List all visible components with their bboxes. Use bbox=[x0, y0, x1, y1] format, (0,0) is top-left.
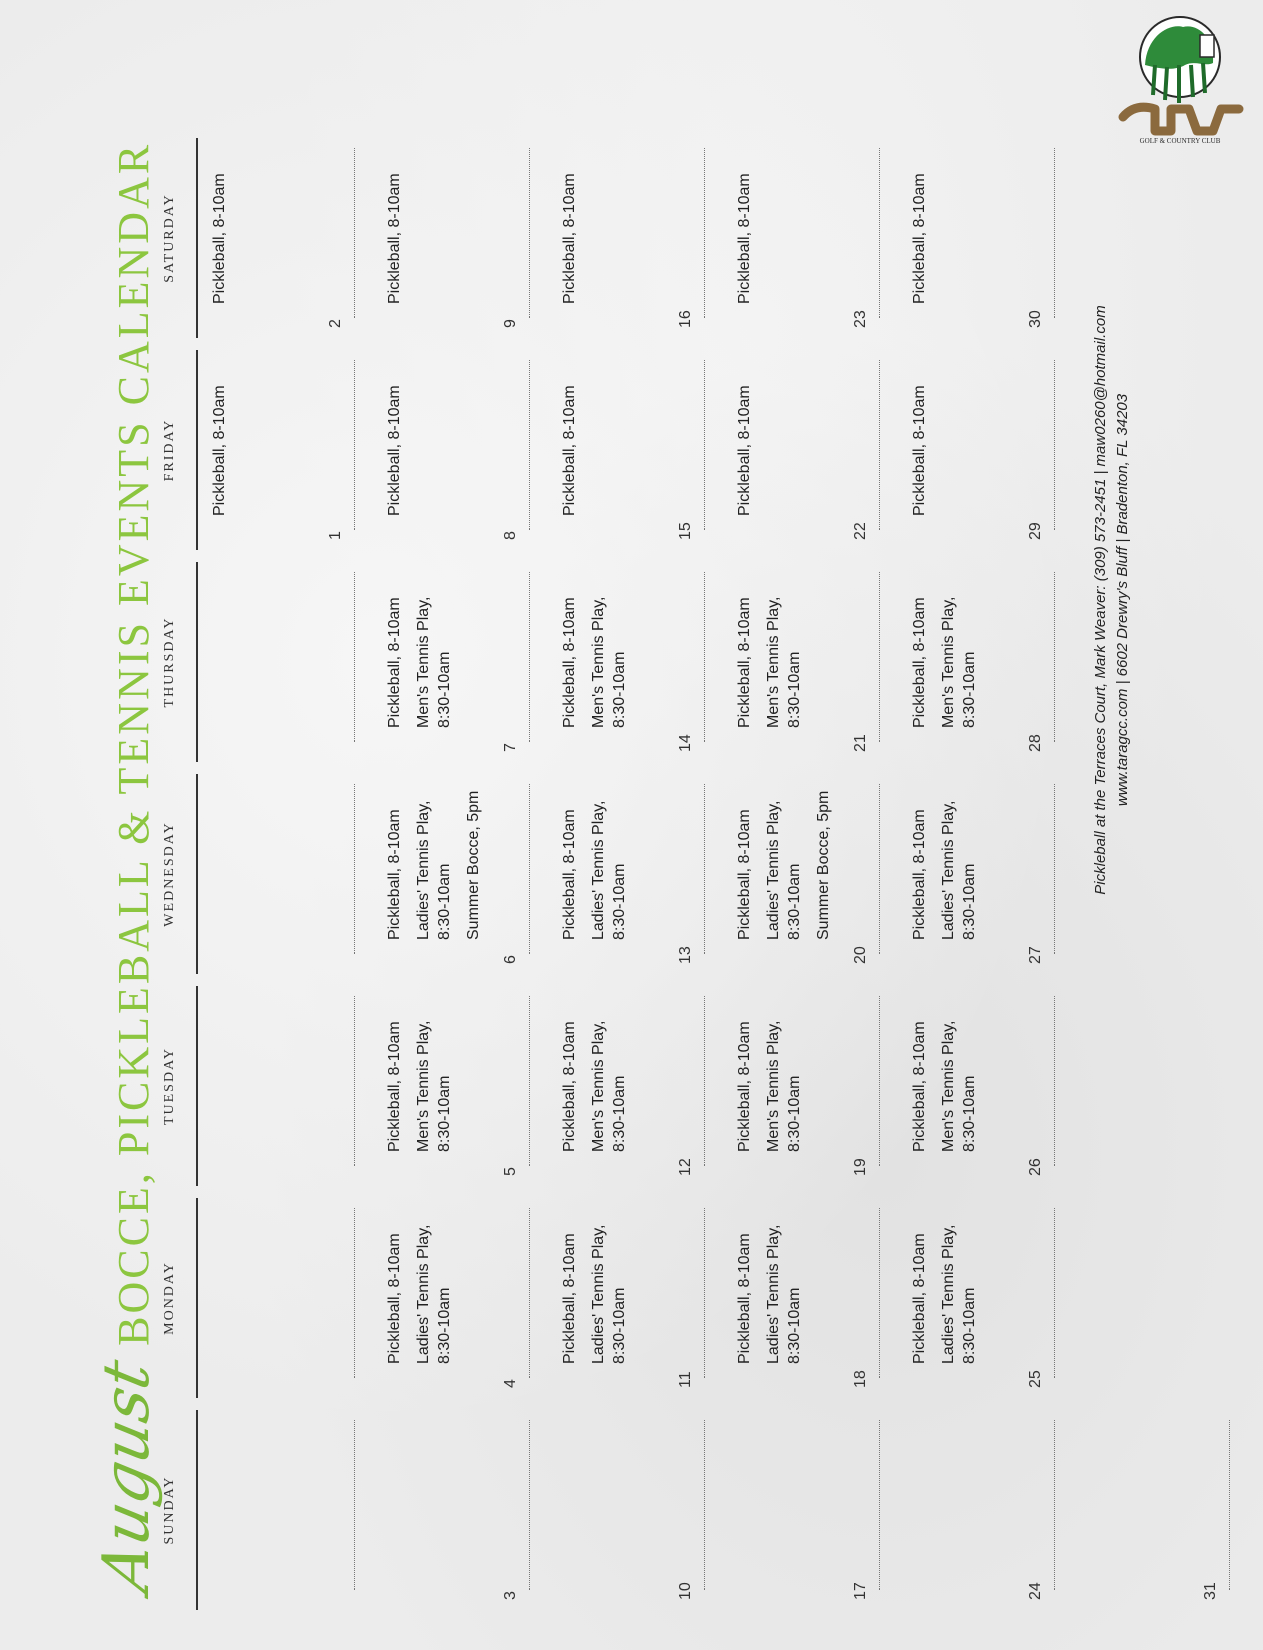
day-cell[interactable] bbox=[380, 986, 530, 1176]
day-number: 12 bbox=[677, 1158, 694, 1176]
day-cell[interactable] bbox=[905, 1198, 1055, 1388]
event-item: Men's Tennis Play, 8:30-10am bbox=[415, 1020, 453, 1152]
event-item: Pickleball, 8-10am bbox=[386, 1021, 403, 1152]
event-list bbox=[909, 774, 988, 940]
day-number: 31 bbox=[1202, 1582, 1219, 1600]
event-item: Pickleball, 8-10am bbox=[736, 385, 753, 516]
day-number: 1 bbox=[327, 531, 344, 540]
day-number: 29 bbox=[1027, 522, 1044, 540]
event-list bbox=[559, 1198, 638, 1364]
event-item: Pickleball, 8-10am bbox=[736, 809, 753, 940]
event-item: Men's Tennis Play, 8:30-10am bbox=[765, 596, 803, 728]
event-item: Pickleball, 8-10am bbox=[211, 385, 228, 516]
dotted-divider bbox=[354, 1208, 355, 1378]
event-list bbox=[559, 138, 588, 304]
day-cell[interactable] bbox=[555, 1410, 705, 1600]
day-number: 3 bbox=[502, 1591, 519, 1600]
event-item: Men's Tennis Play, 8:30-10am bbox=[415, 596, 453, 728]
event-item: Pickleball, 8-10am bbox=[386, 1233, 403, 1364]
event-item: Ladies' Tennis Play, 8:30-10am bbox=[590, 1224, 628, 1364]
day-cell[interactable] bbox=[555, 1198, 705, 1388]
day-number: 7 bbox=[502, 743, 519, 752]
day-cell[interactable] bbox=[205, 1410, 355, 1600]
day-cell[interactable] bbox=[205, 986, 355, 1176]
day-cell[interactable] bbox=[555, 350, 705, 540]
event-list bbox=[734, 562, 813, 728]
dotted-divider bbox=[529, 572, 530, 742]
event-list bbox=[384, 562, 463, 728]
day-header-saturday: SATURDAY bbox=[162, 138, 198, 338]
day-number: 15 bbox=[677, 522, 694, 540]
dotted-divider bbox=[529, 1208, 530, 1378]
event-list bbox=[209, 138, 238, 304]
dotted-divider bbox=[529, 784, 530, 954]
day-cell[interactable] bbox=[205, 562, 355, 752]
event-item: Ladies' Tennis Play, 8:30-10am bbox=[940, 1224, 978, 1364]
day-cell[interactable] bbox=[905, 138, 1055, 328]
day-number: 25 bbox=[1027, 1370, 1044, 1388]
contact-footer bbox=[1090, 190, 1134, 1010]
dotted-divider bbox=[879, 572, 880, 742]
event-item: Men's Tennis Play, 8:30-10am bbox=[940, 1020, 978, 1152]
dotted-divider bbox=[354, 148, 355, 318]
event-list bbox=[734, 350, 763, 516]
day-header-wednesday: WEDNESDAY bbox=[162, 774, 198, 974]
event-item: Men's Tennis Play, 8:30-10am bbox=[590, 596, 628, 728]
event-item: Pickleball, 8-10am bbox=[561, 1021, 578, 1152]
event-item: Pickleball, 8-10am bbox=[561, 1233, 578, 1364]
day-cell[interactable] bbox=[730, 138, 880, 328]
day-cell[interactable] bbox=[555, 562, 705, 752]
day-cell[interactable] bbox=[905, 774, 1055, 964]
dotted-divider bbox=[354, 996, 355, 1166]
event-list bbox=[734, 138, 763, 304]
event-item: Pickleball, 8-10am bbox=[911, 1021, 928, 1152]
day-header-thursday: THURSDAY bbox=[162, 562, 198, 762]
day-number: 8 bbox=[502, 531, 519, 540]
event-item: Pickleball, 8-10am bbox=[561, 809, 578, 940]
day-cell[interactable] bbox=[205, 138, 355, 328]
event-item: Pickleball, 8-10am bbox=[386, 173, 403, 304]
day-number: 14 bbox=[677, 734, 694, 752]
dotted-divider bbox=[1054, 996, 1055, 1166]
day-number: 24 bbox=[1027, 1582, 1044, 1600]
calendar-heading: BOCCE, PICKLEBALL & TENNIS EVENTS CALENDAR bbox=[109, 141, 158, 1346]
event-item: Pickleball, 8-10am bbox=[736, 173, 753, 304]
event-list bbox=[559, 774, 638, 940]
event-list bbox=[909, 1198, 988, 1364]
day-cell[interactable] bbox=[380, 1198, 530, 1388]
day-number: 22 bbox=[852, 522, 869, 540]
event-item: Pickleball, 8-10am bbox=[211, 173, 228, 304]
event-item: Men's Tennis Play, 8:30-10am bbox=[940, 596, 978, 728]
event-list bbox=[909, 138, 938, 304]
day-cell[interactable] bbox=[905, 350, 1055, 540]
day-cell[interactable] bbox=[380, 350, 530, 540]
event-item: Pickleball, 8-10am bbox=[561, 385, 578, 516]
day-number: 5 bbox=[502, 1167, 519, 1176]
month-name: August bbox=[90, 1353, 164, 1598]
event-item: Pickleball, 8-10am bbox=[736, 597, 753, 728]
event-list bbox=[384, 1198, 463, 1364]
dotted-divider bbox=[1054, 1420, 1055, 1590]
event-list bbox=[909, 350, 938, 516]
event-item: Pickleball, 8-10am bbox=[911, 1233, 928, 1364]
dotted-divider bbox=[704, 1208, 705, 1378]
dotted-divider bbox=[354, 360, 355, 530]
day-cell[interactable] bbox=[730, 1410, 880, 1600]
event-item: Men's Tennis Play, 8:30-10am bbox=[765, 1020, 803, 1152]
footer-contact-line: Pickleball at the Terraces Court, Mark Weaver: (309) 573-2451 | maw0260@hotmail.com bbox=[1092, 305, 1109, 895]
day-number: 21 bbox=[852, 734, 869, 752]
dotted-divider bbox=[1054, 784, 1055, 954]
day-cell[interactable] bbox=[555, 774, 705, 964]
dotted-divider bbox=[1229, 1420, 1230, 1590]
event-item: Pickleball, 8-10am bbox=[561, 597, 578, 728]
event-item: Pickleball, 8-10am bbox=[736, 1233, 753, 1364]
day-cell[interactable] bbox=[380, 774, 530, 964]
day-cell[interactable] bbox=[205, 774, 355, 964]
event-list bbox=[384, 350, 413, 516]
day-cell[interactable] bbox=[555, 138, 705, 328]
day-number: 27 bbox=[1027, 946, 1044, 964]
dotted-divider bbox=[354, 1420, 355, 1590]
event-item: Ladies' Tennis Play, 8:30-10am bbox=[940, 800, 978, 940]
event-item: Pickleball, 8-10am bbox=[911, 809, 928, 940]
dotted-divider bbox=[704, 996, 705, 1166]
event-item: Ladies' Tennis Play, 8:30-10am bbox=[415, 1224, 453, 1364]
day-number: 6 bbox=[502, 955, 519, 964]
event-item: Pickleball, 8-10am bbox=[911, 597, 928, 728]
day-header-friday: FRIDAY bbox=[162, 350, 198, 550]
dotted-divider bbox=[529, 1420, 530, 1590]
event-item: Ladies' Tennis Play, 8:30-10am bbox=[415, 800, 453, 940]
day-cell[interactable] bbox=[555, 986, 705, 1176]
day-cell[interactable] bbox=[730, 350, 880, 540]
event-item: Pickleball, 8-10am bbox=[736, 1021, 753, 1152]
dotted-divider bbox=[1054, 360, 1055, 530]
event-item: Ladies' Tennis Play, 8:30-10am bbox=[765, 800, 803, 940]
day-cell[interactable] bbox=[380, 1410, 530, 1600]
day-number: 30 bbox=[1027, 310, 1044, 328]
dotted-divider bbox=[704, 784, 705, 954]
day-cell[interactable] bbox=[905, 986, 1055, 1176]
dotted-divider bbox=[704, 360, 705, 530]
event-list bbox=[384, 986, 463, 1152]
day-cell[interactable] bbox=[730, 1198, 880, 1388]
tara-logo bbox=[1110, 10, 1250, 145]
day-number: 10 bbox=[677, 1582, 694, 1600]
dotted-divider bbox=[879, 1420, 880, 1590]
event-item: Pickleball, 8-10am bbox=[386, 809, 403, 940]
day-number: 16 bbox=[677, 310, 694, 328]
event-list bbox=[909, 986, 988, 1152]
event-item: Ladies' Tennis Play, 8:30-10am bbox=[590, 800, 628, 940]
day-number: 4 bbox=[502, 1379, 519, 1388]
dotted-divider bbox=[704, 148, 705, 318]
day-number: 28 bbox=[1027, 734, 1044, 752]
day-cell[interactable] bbox=[205, 1198, 355, 1388]
event-item: Men's Tennis Play, 8:30-10am bbox=[590, 1020, 628, 1152]
dotted-divider bbox=[354, 784, 355, 954]
event-list bbox=[909, 562, 988, 728]
calendar-title bbox=[90, 141, 164, 1598]
event-item: Pickleball, 8-10am bbox=[561, 173, 578, 304]
event-item: Pickleball, 8-10am bbox=[911, 385, 928, 516]
logo-subtitle: GOLF & COUNTRY CLUB bbox=[1139, 137, 1221, 145]
day-number: 11 bbox=[677, 1371, 694, 1388]
day-number: 9 bbox=[502, 319, 519, 328]
day-number: 26 bbox=[1027, 1158, 1044, 1176]
event-list bbox=[559, 350, 588, 516]
dotted-divider bbox=[1054, 1208, 1055, 1378]
event-item: Ladies' Tennis Play, 8:30-10am bbox=[765, 1224, 803, 1364]
dotted-divider bbox=[354, 572, 355, 742]
day-cell[interactable] bbox=[380, 562, 530, 752]
day-number: 13 bbox=[677, 946, 694, 964]
day-cell[interactable] bbox=[905, 562, 1055, 752]
dotted-divider bbox=[529, 360, 530, 530]
dotted-divider bbox=[1054, 572, 1055, 742]
day-number: 23 bbox=[852, 310, 869, 328]
event-item: Pickleball, 8-10am bbox=[386, 597, 403, 728]
event-list bbox=[559, 986, 638, 1152]
event-item: Summer Bocce, 5pm bbox=[815, 790, 832, 940]
day-number: 19 bbox=[852, 1158, 869, 1176]
dotted-divider bbox=[704, 572, 705, 742]
event-list bbox=[384, 774, 492, 940]
day-number: 20 bbox=[852, 946, 869, 964]
day-cell[interactable] bbox=[380, 138, 530, 328]
event-item: Pickleball, 8-10am bbox=[911, 173, 928, 304]
dotted-divider bbox=[704, 1420, 705, 1590]
dotted-divider bbox=[529, 996, 530, 1166]
day-cell[interactable] bbox=[905, 1410, 1055, 1600]
dotted-divider bbox=[529, 148, 530, 318]
day-header-sunday: SUNDAY bbox=[162, 1410, 198, 1610]
day-cell[interactable] bbox=[730, 774, 880, 964]
day-header-tuesday: TUESDAY bbox=[162, 986, 198, 1186]
dotted-divider bbox=[879, 360, 880, 530]
event-list bbox=[209, 350, 238, 516]
event-item: Pickleball, 8-10am bbox=[386, 385, 403, 516]
day-cell[interactable] bbox=[205, 350, 355, 540]
day-header-monday: MONDAY bbox=[162, 1198, 198, 1398]
footer-address-line: www.taragcc.com | 6602 Drewry's Bluff | Bradenton, FL 34203 bbox=[1114, 393, 1131, 807]
event-list bbox=[734, 774, 842, 940]
day-number: 18 bbox=[852, 1370, 869, 1388]
dotted-divider bbox=[879, 148, 880, 318]
day-cell[interactable] bbox=[730, 986, 880, 1176]
dotted-divider bbox=[879, 1208, 880, 1378]
event-list bbox=[384, 138, 413, 304]
event-list bbox=[734, 986, 813, 1152]
event-item: Summer Bocce, 5pm bbox=[465, 790, 482, 940]
day-number: 2 bbox=[327, 319, 344, 328]
day-cell[interactable] bbox=[730, 562, 880, 752]
event-list bbox=[734, 1198, 813, 1364]
dotted-divider bbox=[1054, 148, 1055, 318]
day-cell[interactable] bbox=[1080, 1410, 1230, 1600]
day-number: 17 bbox=[852, 1582, 869, 1600]
event-list bbox=[559, 562, 638, 728]
dotted-divider bbox=[879, 996, 880, 1166]
dotted-divider bbox=[879, 784, 880, 954]
